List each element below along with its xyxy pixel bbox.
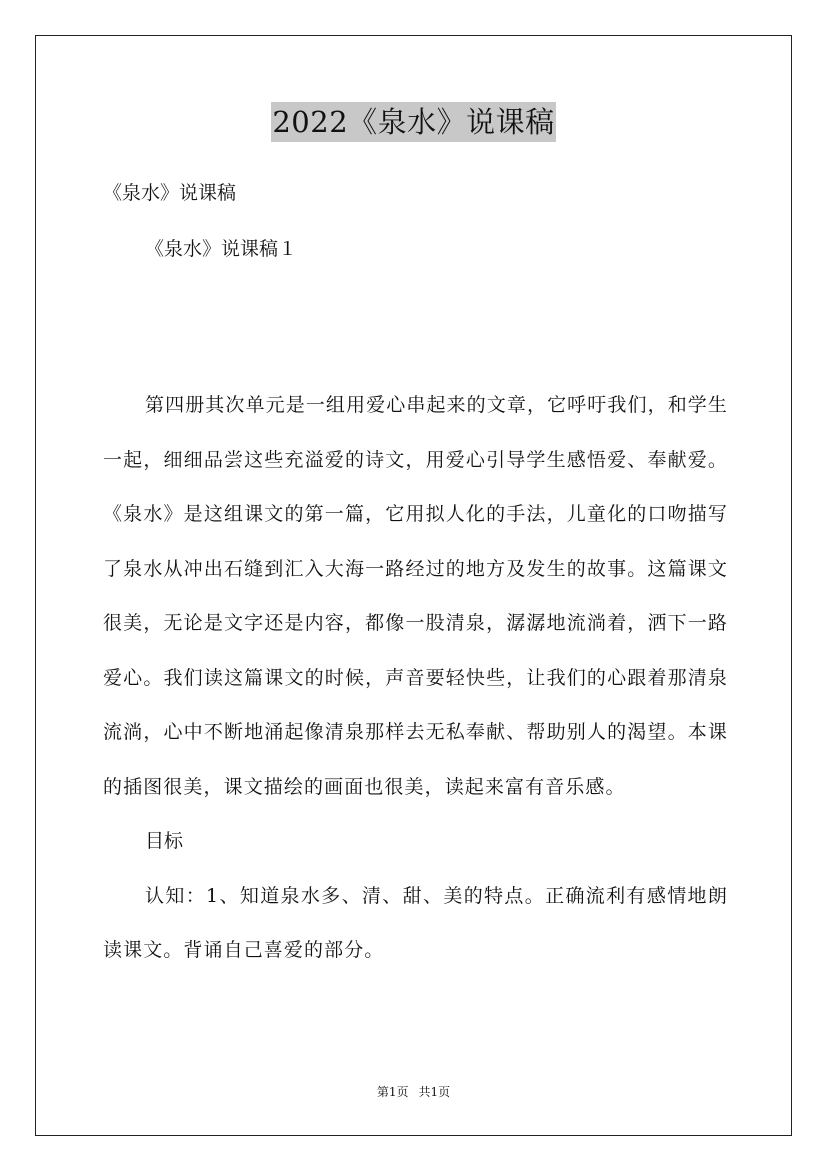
page-footer xyxy=(0,1083,827,1100)
subtitle: 《泉水》说课稿 xyxy=(103,182,237,204)
document-title-text: 2022《泉水》说课稿 xyxy=(271,102,555,142)
body-paragraph: 第四册其次单元是一组用爱心串起来的文章，它呼吁我们，和学生一起，细细品尝这些充溢爱的诗文，用爱心引导学生感悟爱、奉献爱。《泉水》是这组课文的第一篇，它用拟人化的手法，儿童化的口吻描写了泉水从冲出石缝到汇入大海一路经过的地方及发生的故事。这篇课文很美，无论是文字还是内容，都像一股清泉，潺潺地流淌着，洒下一路爱心。我们读这篇课文的时候，声音要轻快些，让我们的心跟着那清泉流淌，心中不断地涌起像清泉那样去无私奉献、帮助别人的渴望。本课的插图很美，课文描绘的画面也很美，读起来富有音乐感。 xyxy=(103,394,728,798)
section-heading-goal: 目标 xyxy=(145,830,184,852)
subtitle-numbered: 《泉水》说课稿１ xyxy=(145,238,298,260)
goal-paragraph: 认知：1、知道泉水多、清、甜、美的特点。正确流利有感情地朗读课文。背诵自己喜爱的部分。 xyxy=(103,884,728,961)
document-body xyxy=(103,178,728,978)
document-title xyxy=(0,102,827,142)
page-total: 共1页 xyxy=(418,1085,451,1099)
page-number: 第1页 xyxy=(376,1085,409,1099)
